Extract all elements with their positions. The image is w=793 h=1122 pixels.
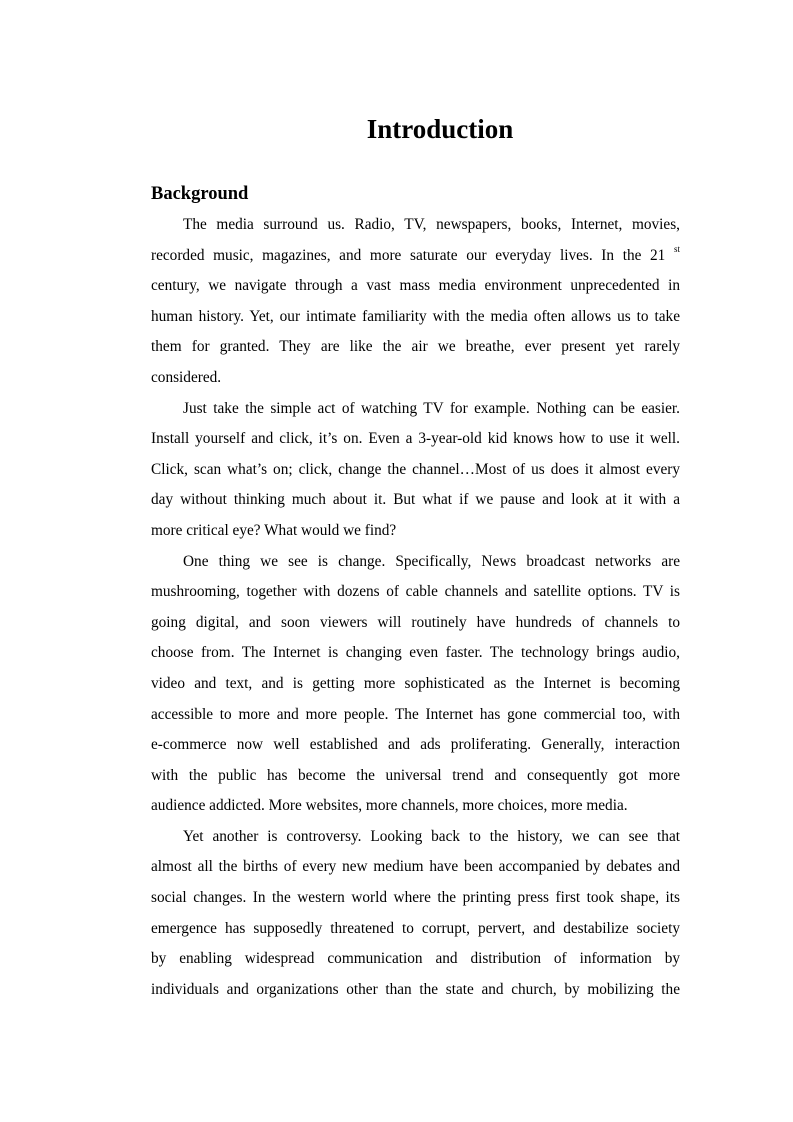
text-line: human history. Yet, our intimate familiarity with the media often allows us to take bbox=[151, 307, 680, 325]
paragraph-1 bbox=[151, 210, 680, 394]
paragraph-3 bbox=[151, 547, 680, 822]
text-line: The media surround us. Radio, TV, newspapers, books, Internet, movies, bbox=[183, 216, 680, 233]
text-line: One thing we see is change. Specifically, News broadcast networks are bbox=[183, 552, 680, 570]
text-line: with the public has become the universal trend and consequently got more bbox=[151, 766, 680, 784]
text-line: social changes. In the western world where the printing press first took shape, its bbox=[151, 889, 680, 907]
ordinal-superscript: st bbox=[673, 243, 680, 254]
text-line: them for granted. They are like the air we breathe, ever present yet rarely bbox=[151, 338, 680, 356]
text-line: individuals and organizations other than the state and church, by mobilizing the bbox=[151, 980, 680, 998]
text-line: e-commerce now well established and ads proliferating. Generally, interaction bbox=[151, 736, 680, 754]
text-line: Install yourself and click, it’s on. Even a 3-year-old kid knows how to use it well. bbox=[151, 430, 680, 448]
text-line: by enabling widespread communication and distribution of information by bbox=[151, 950, 680, 968]
paragraph-2 bbox=[151, 394, 680, 547]
text-line: day without thinking much about it. But what if we pause and look at it with a bbox=[151, 491, 680, 509]
text-line-content: recorded music, magazines, and more saturate our everyday lives. In the 21 bbox=[151, 246, 666, 264]
text-line: more critical eye? What would we find? bbox=[151, 521, 397, 539]
text-line: century, we navigate through a vast mass media environment unprecedented in bbox=[151, 277, 680, 295]
text-line: mushrooming, together with dozens of cable channels and satellite options. TV is bbox=[151, 583, 680, 601]
chapter-title: Introduction bbox=[366, 114, 514, 144]
text-line: Yet another is controversy. Looking back to the history, we can see that bbox=[183, 827, 680, 845]
text-line: choose from. The Internet is changing even faster. The technology brings audio, bbox=[151, 644, 680, 662]
text-line bbox=[151, 241, 680, 272]
body-text bbox=[151, 210, 680, 1005]
text-line: almost all the births of every new medium have been accompanied by debates and bbox=[151, 858, 680, 876]
section-heading: Background bbox=[151, 184, 249, 204]
text-line: accessible to more and more people. The Internet has gone commercial too, with bbox=[151, 705, 680, 723]
text-line: video and text, and is getting more sophisticated as the Internet is becoming bbox=[151, 674, 680, 692]
text-line: considered. bbox=[151, 368, 222, 386]
text-line: going digital, and soon viewers will routinely have hundreds of channels to bbox=[151, 613, 680, 631]
text-line: Click, scan what’s on; click, change the channel…Most of us does it almost every bbox=[151, 460, 680, 478]
text-line: audience addicted. More websites, more channels, more choices, more media. bbox=[151, 797, 628, 815]
text-line: emergence has supposedly threatened to corrupt, pervert, and destabilize society bbox=[151, 919, 680, 937]
paragraph-4 bbox=[151, 822, 680, 1006]
text-line: Just take the simple act of watching TV for example. Nothing can be easier. bbox=[183, 399, 680, 417]
